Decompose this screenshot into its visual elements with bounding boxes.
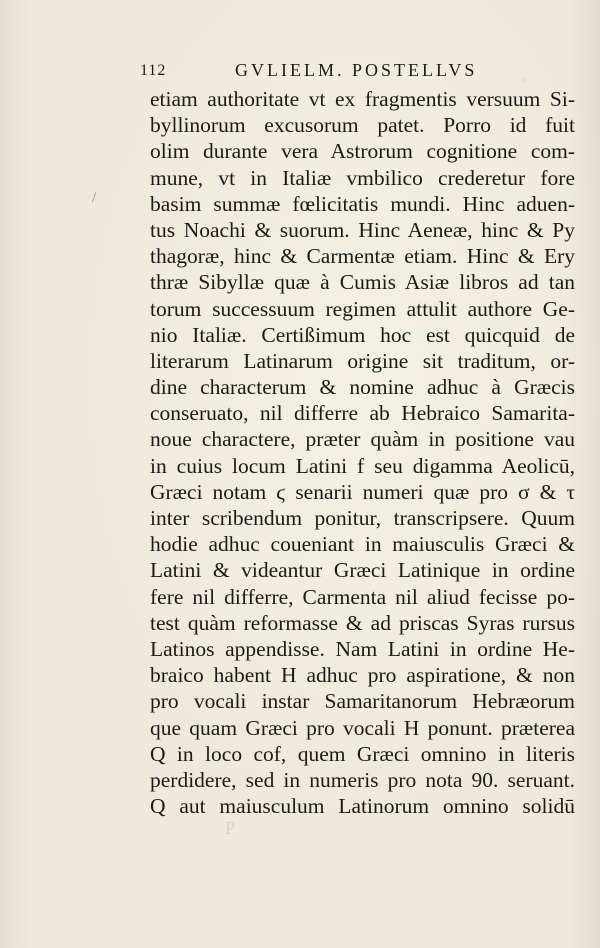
text-line: perdidere, sed in numeris pro nota 90. seruant. [150,767,575,792]
text-line: conseruato, nil differre ab Hebraico Samarita- [150,401,575,426]
text-line: etiam authoritate vt ex fragmentis versuum Si- [150,87,575,111]
show-through-mark: P [225,818,236,838]
text-line: nio Italiæ. Certißimum hoc est quicquid de [150,322,575,347]
text-line: pro vocali instar Samaritanorum Hebræorum [150,689,575,714]
text-line: que quam Græci pro vocali H ponunt. præterea [150,715,575,740]
text-line: inter scribendum ponitur, transcripsere. Quum [150,506,575,530]
text-line: thræ Sibyllæ quæ à Cumis Asiæ libros ad tan [150,270,575,295]
text-line: Q aut maiusculum Latinorum omnino solidū [150,794,575,819]
text-line: Q in loco cof, quem Græci omnino in literis [150,741,575,766]
text-line: fere nil differre, Carmenta nil aliud fecisse po- [150,584,575,609]
text-line: Latini & videantur Græci Latinique in ordine [150,558,575,583]
page-header [140,60,580,84]
text-line: braico habent H adhuc pro aspiratione, & non [150,663,575,688]
text-line: literarum Latinarum origine sit traditum, or- [150,348,575,373]
page-number: 112 [140,62,167,79]
text-line: tus Noachi & suorum. Hinc Aeneæ, hinc & Py [150,217,575,242]
running-head: GVLIELM. POSTELLVS [235,60,478,80]
text-line: thagoræ, hinc & Carmentæ etiam. Hinc & Ery [150,244,575,269]
text-line: Latinos appendisse. Nam Latini in ordine He- [150,636,575,661]
text-line: basim summæ fœlicitatis mundi. Hinc aduen- [150,191,575,216]
text-line: torum successuum regimen attulit authore Ge- [150,296,575,321]
text-line: in cuius locum Latini f seu digamma Aeolicū, [150,453,575,478]
text-line: noue charactere, præter quàm in positione vau [150,427,575,452]
text-line: olim durante vera Astrorum cognitione com- [150,139,575,164]
margin-mark: / [92,190,97,206]
show-through-mark: · [520,70,526,90]
text-line: hodie adhuc coueniant in maiusculis Græci & [150,532,575,557]
text-line: dine characterum & nomine adhuc à Græcis [150,375,575,400]
text-line: test quàm reformasse & ad priscas Syras rursus [150,610,575,635]
text-line: Græci notam ϛ senarii numeri quæ pro σ & τ [150,479,575,504]
text-line: mune, vt in Italiæ vmbilico crederetur fore [150,165,575,190]
text-block [150,86,575,819]
text-line: byllinorum excusorum patet. Porro id fuit [150,113,575,138]
